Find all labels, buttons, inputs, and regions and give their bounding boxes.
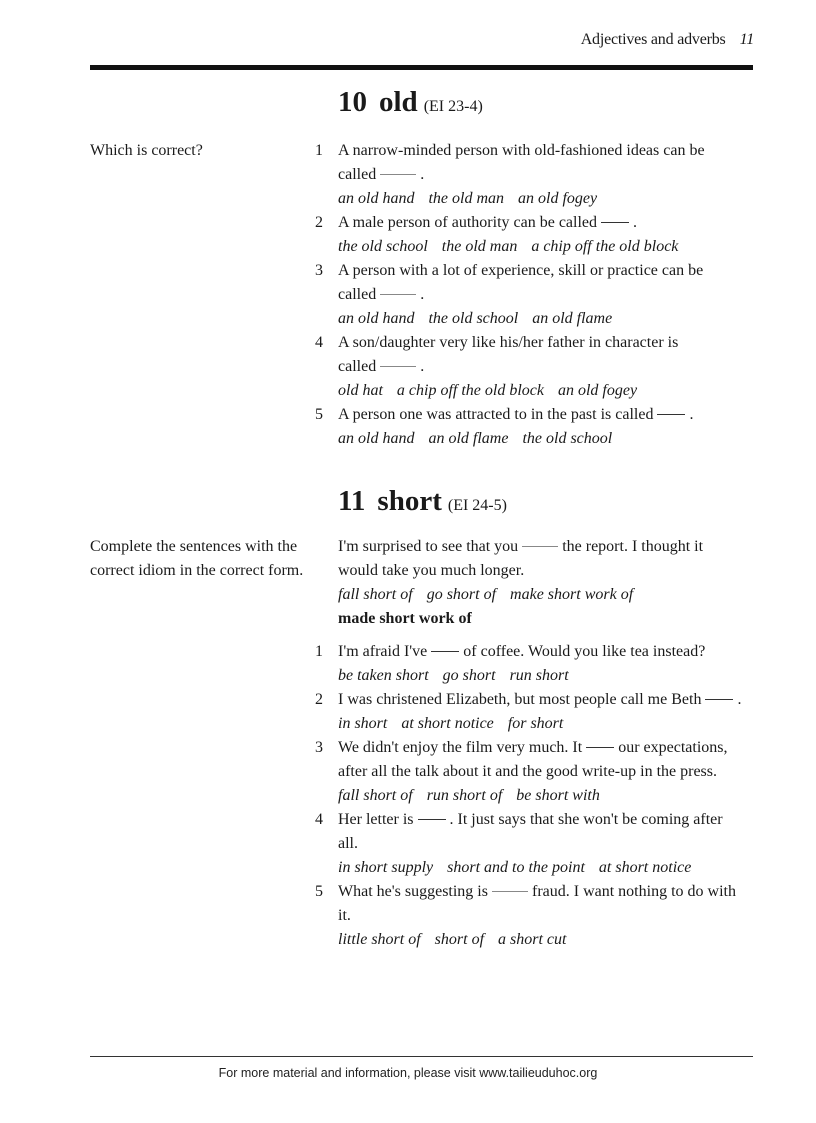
running-title: Adjectives and adverbs	[580, 31, 726, 48]
answer-blank	[586, 747, 614, 748]
item-number: 5	[315, 883, 323, 900]
section-11-example	[338, 535, 753, 631]
item-text: A male person of authority can be called	[338, 214, 598, 231]
option: old hat	[338, 382, 383, 399]
section-11-heading	[338, 485, 507, 518]
option: short and to the point	[447, 859, 585, 876]
option: the old man	[428, 190, 504, 207]
option: run short	[509, 667, 569, 684]
option: go short of	[426, 586, 497, 603]
bottom-rule	[90, 1056, 753, 1057]
option: in short supply	[338, 859, 434, 876]
question-item	[315, 808, 753, 880]
item-number: 5	[315, 406, 323, 423]
section-word: short	[377, 485, 442, 517]
item-number: 4	[315, 811, 323, 828]
section-word: old	[379, 86, 418, 118]
answer-blank	[380, 174, 416, 175]
item-number: 1	[315, 643, 323, 660]
section-ref: (EI 23-4)	[423, 98, 483, 115]
section-number: 11	[338, 485, 366, 517]
option: in short	[338, 715, 388, 732]
options	[338, 427, 753, 451]
item-text: Her letter is	[338, 811, 414, 828]
options	[338, 784, 753, 808]
item-number: 2	[315, 214, 323, 231]
item-text: called	[338, 358, 377, 375]
answer-blank	[657, 414, 685, 415]
question-item	[315, 688, 753, 736]
section-11-items	[315, 640, 753, 952]
options	[338, 235, 753, 259]
answer-blank	[380, 366, 416, 367]
item-text: What he's suggesting is	[338, 883, 488, 900]
options	[338, 187, 753, 211]
options	[338, 664, 753, 688]
option: an old flame	[532, 310, 613, 327]
section-10-heading	[338, 86, 483, 119]
option: run short of	[426, 787, 503, 804]
section-11-instruction: Complete the sentences with the correct idiom in the correct form.	[90, 538, 304, 579]
item-text: . It just says that she won't be coming after	[449, 811, 723, 828]
item-number: 2	[315, 691, 323, 708]
item-number: 4	[315, 334, 323, 351]
footer-text: For more material and information, please visit www.tailieuduhoc.org	[218, 1066, 598, 1080]
item-text: fraud. I want nothing to do with	[531, 883, 736, 900]
item-text: called	[338, 286, 377, 303]
option: fall short of	[338, 586, 413, 603]
answer-blank	[431, 651, 459, 652]
option: at short notice	[401, 715, 494, 732]
example-text: would take you much longer.	[338, 562, 525, 579]
item-text: it.	[338, 907, 351, 924]
item-text: our expectations,	[618, 739, 728, 756]
option: an old hand	[338, 430, 415, 447]
item-text: A person one was attracted to in the past is called	[338, 406, 654, 423]
option: an old fogey	[518, 190, 598, 207]
option: an old hand	[338, 190, 415, 207]
answer-blank	[601, 222, 629, 223]
options	[338, 307, 753, 331]
option: the old man	[441, 238, 518, 255]
option: for short	[507, 715, 564, 732]
question-item: 5 A person one was attracted to in the past is called . an old hand an old flame the old school	[338, 403, 753, 451]
item-text: A person with a lot of experience, skill or practice can be	[338, 262, 704, 279]
running-head	[581, 31, 754, 49]
item-number: 1	[315, 142, 323, 159]
top-rule	[90, 65, 753, 70]
question-item: 3 A person with a lot of experience, skill or practice can be called . an old hand the old school an old flame	[338, 259, 753, 331]
answer-blank	[380, 294, 416, 295]
option: a chip off the old block	[531, 238, 679, 255]
options	[338, 379, 753, 403]
item-number: 3	[315, 739, 323, 756]
item-text: .	[737, 691, 742, 708]
item-text: all.	[338, 835, 358, 852]
item-number: 3	[315, 262, 323, 279]
option: be taken short	[338, 667, 429, 684]
option: the old school	[338, 238, 428, 255]
section-10-items	[315, 139, 753, 451]
question-item: 2 A male person of authority can be called . the old school the old man a chip off the old block	[338, 211, 753, 259]
option: the old school	[428, 310, 519, 327]
option: a chip off the old block	[396, 382, 544, 399]
option: little short of	[338, 931, 421, 948]
example-text: I'm surprised to see that you	[338, 538, 519, 555]
page-number: 11	[739, 31, 754, 48]
option: an old flame	[428, 430, 509, 447]
section-number: 10	[338, 86, 367, 118]
question-item	[315, 880, 753, 952]
question-item	[315, 640, 753, 688]
answer-blank	[418, 819, 446, 820]
option: the old school	[522, 430, 613, 447]
option: go short	[442, 667, 496, 684]
option: fall short of	[338, 787, 413, 804]
option: make short work of	[510, 586, 634, 603]
item-text: We didn't enjoy the film very much. It	[338, 739, 583, 756]
answer-blank	[492, 891, 528, 892]
option: an old fogey	[557, 382, 638, 399]
options	[338, 856, 753, 880]
answer-blank	[705, 699, 733, 700]
option: short of	[434, 931, 485, 948]
item-text: I was christened Elizabeth, but most people call me Beth	[338, 691, 702, 708]
question-item: 1 A narrow-minded person with old-fashioned ideas can be called . an old hand the old man an old fogey	[338, 139, 753, 211]
options	[338, 583, 753, 607]
question-item	[315, 736, 753, 808]
example-answer: made short work of	[338, 610, 472, 627]
option: be short with	[516, 787, 600, 804]
option: a short cut	[498, 931, 567, 948]
section-10-instruction: Which is correct?	[90, 142, 203, 159]
example-text: the report. I thought it	[562, 538, 704, 555]
section-ref: (EI 24-5)	[447, 497, 507, 514]
option: at short notice	[598, 859, 692, 876]
question-item: 4 A son/daughter very like his/her father in character is called . old hat a chip off the old block an old fogey	[338, 331, 753, 403]
item-text: A son/daughter very like his/her father in character is	[338, 334, 679, 351]
item-text: of coffee. Would you like tea instead?	[463, 643, 706, 660]
item-text: I'm afraid I've	[338, 643, 428, 660]
item-text: A narrow-minded person with old-fashioned ideas can be	[338, 142, 705, 159]
options	[338, 928, 753, 952]
item-text: after all the talk about it and the good write-up in the press.	[338, 763, 717, 780]
item-text: called	[338, 166, 377, 183]
answer-blank	[522, 546, 558, 547]
option: an old hand	[338, 310, 415, 327]
options	[338, 712, 753, 736]
